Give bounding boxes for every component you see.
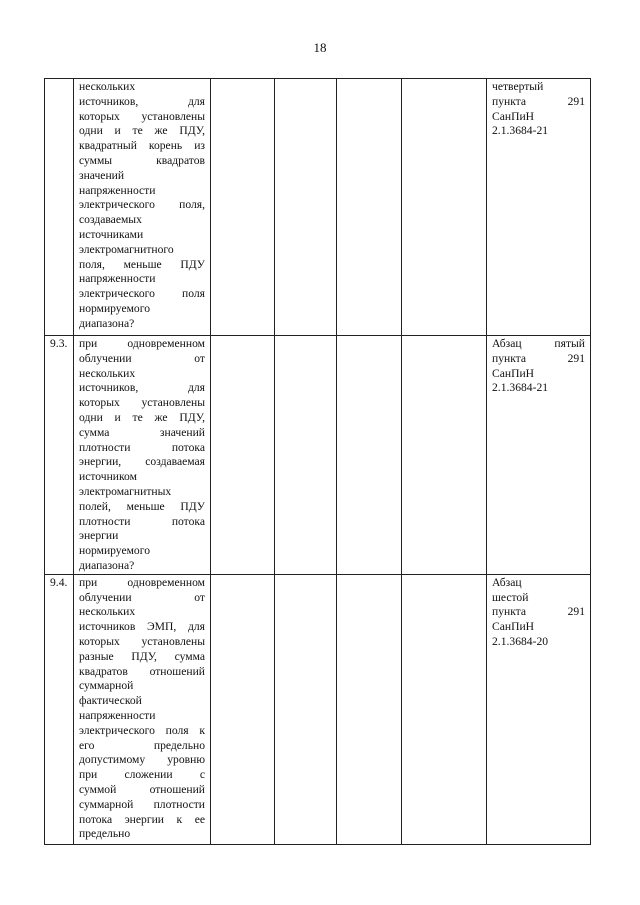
requirement-line: электрического поля к	[79, 723, 205, 737]
requirement-line: суммарной плотности	[79, 797, 205, 811]
requirement-line: квадратный корень из	[79, 139, 205, 153]
table-row	[45, 574, 591, 844]
reference-line: 2.1.3684-20	[492, 634, 549, 648]
requirement-line: которых установлены	[79, 109, 205, 123]
requirement-line: создаваемых	[79, 213, 142, 227]
legal-reference	[487, 336, 591, 575]
answer-yes-cell	[211, 336, 275, 575]
table-row	[45, 336, 591, 575]
requirement-line: суммы квадратов	[79, 153, 205, 167]
note-cell	[402, 336, 487, 575]
requirement-line: значений	[79, 168, 125, 182]
reference-line: шестой	[492, 590, 529, 604]
requirement-line: разные ПДУ, сумма	[79, 649, 205, 663]
requirement-line: электрического поля	[79, 287, 205, 301]
requirement-line: допустимому уровню	[79, 753, 205, 767]
requirement-line: полей, меньше ПДУ	[79, 499, 205, 513]
item-number	[45, 79, 74, 336]
requirement-text	[74, 336, 211, 575]
reference-line: СанПиН	[492, 109, 535, 123]
requirement-line: источников, для	[79, 94, 205, 108]
requirement-line: источниками	[79, 227, 144, 241]
requirement-line: которых установлены	[79, 396, 205, 410]
requirement-line: которых установлены	[79, 634, 205, 648]
requirement-line: при одновременном	[79, 575, 205, 589]
requirement-line: электромагнитного	[79, 242, 174, 256]
requirement-line: источников, для	[79, 381, 205, 395]
legal-reference	[487, 79, 591, 336]
answer-no-cell	[275, 79, 337, 336]
item-number: 9.3.	[45, 336, 74, 575]
page-number: 18	[313, 40, 327, 55]
requirement-text	[74, 574, 211, 844]
requirement-line: диапазона?	[79, 558, 135, 572]
requirement-line: электромагнитных	[79, 484, 172, 498]
item-number: 9.4.	[45, 574, 74, 844]
answer-yes-cell	[211, 574, 275, 844]
reference-line: 2.1.3684-21	[492, 381, 549, 395]
requirement-line: диапазона?	[79, 316, 135, 330]
requirement-line: облучении от	[79, 351, 205, 365]
reference-line: пункта 291	[492, 351, 585, 365]
requirement-line: источником	[79, 470, 137, 484]
reference-line: Абзац пятый	[492, 337, 585, 350]
requirement-line: предельно	[79, 827, 131, 841]
requirement-line: нормируемого	[79, 301, 150, 315]
requirement-line: электрического поля,	[79, 198, 205, 212]
answer-yes-cell	[211, 79, 275, 336]
requirement-line: сумма значений	[79, 425, 205, 439]
requirement-line: фактической	[79, 694, 142, 708]
reference-line: Абзац	[492, 575, 522, 589]
requirement-line: суммарной	[79, 679, 134, 693]
requirement-line: напряженности	[79, 272, 156, 286]
reference-line: СанПиН	[492, 366, 535, 380]
requirement-line: при сложении с	[79, 768, 205, 782]
legal-reference	[487, 574, 591, 844]
requirement-line: напряженности	[79, 183, 156, 197]
requirement-line: плотности потока	[79, 514, 205, 528]
requirement-line: плотности потока	[79, 440, 205, 454]
requirement-line: напряженности	[79, 708, 156, 722]
requirement-line: энергии, создаваемая	[79, 455, 205, 469]
requirement-line: суммой отношений	[79, 782, 205, 796]
requirement-line: одни и те же ПДУ,	[79, 410, 205, 424]
requirement-line: его предельно	[79, 738, 205, 752]
reference-line: СанПиН	[492, 620, 535, 634]
requirement-text	[74, 79, 211, 336]
answer-no-cell	[275, 336, 337, 575]
requirement-line: энергии	[79, 529, 119, 543]
requirement-line: при одновременном	[79, 337, 205, 350]
note-cell	[402, 574, 487, 844]
requirement-line: поля, меньше ПДУ	[79, 257, 205, 271]
table-row	[45, 79, 591, 336]
requirement-line: нескольких	[79, 605, 136, 619]
requirement-line: облучении от	[79, 590, 205, 604]
checklist-table	[44, 78, 591, 845]
requirement-line: нормируемого	[79, 544, 150, 558]
requirement-line: источников ЭМП, для	[79, 620, 205, 634]
reference-line: пункта 291	[492, 94, 585, 108]
reference-line: 2.1.3684-21	[492, 124, 549, 138]
requirement-line: нескольких	[79, 366, 136, 380]
requirement-line: квадратов отношений	[79, 664, 205, 678]
not-applicable-cell	[337, 336, 402, 575]
requirement-line: нескольких	[79, 80, 136, 93]
requirement-line: одни и те же ПДУ,	[79, 124, 205, 138]
note-cell	[402, 79, 487, 336]
reference-line: пункта 291	[492, 605, 585, 619]
not-applicable-cell	[337, 574, 402, 844]
answer-no-cell	[275, 574, 337, 844]
requirement-line: потока энергии к ее	[79, 812, 205, 826]
not-applicable-cell	[337, 79, 402, 336]
reference-line: четвертый	[492, 80, 544, 93]
